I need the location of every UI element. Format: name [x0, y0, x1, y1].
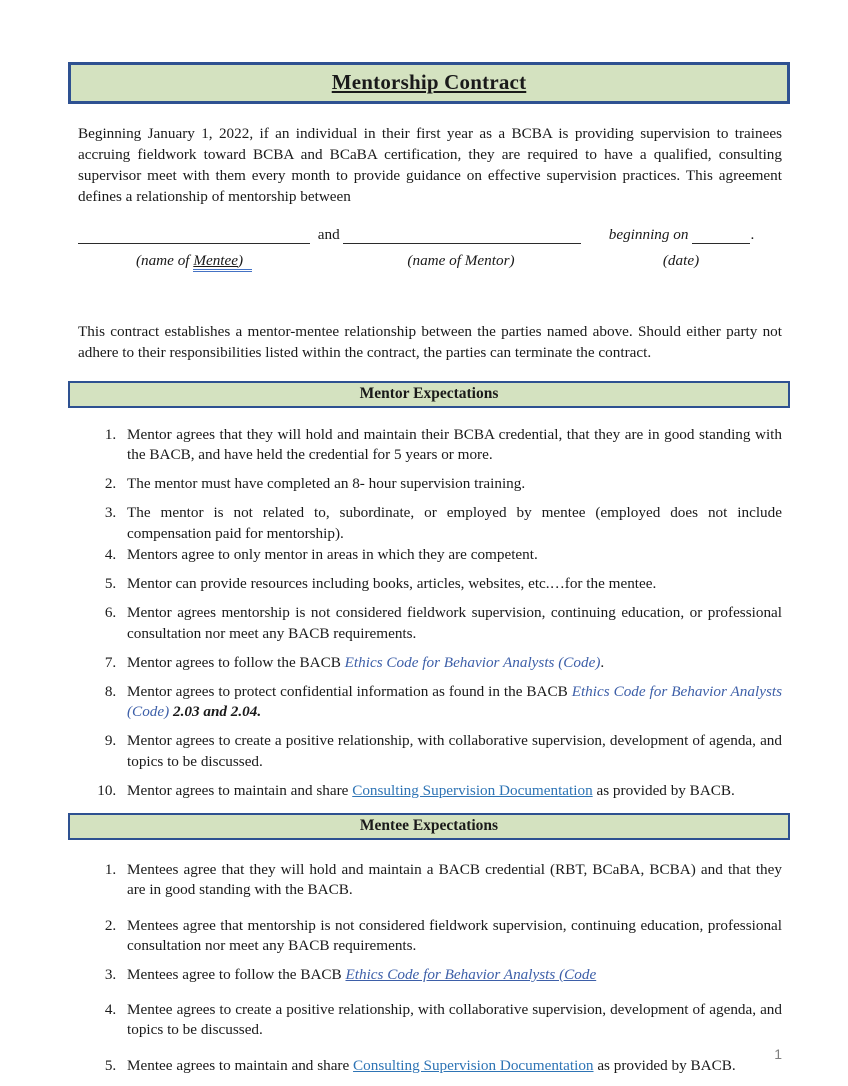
- mentee-name-label: (name of Mentee): [78, 252, 310, 270]
- list-item: 7. Mentor agrees to follow the BACB Ethics Code for Behavior Analysts (Code).: [120, 653, 782, 673]
- ethics-code-link[interactable]: Ethics Code for Behavior Analysts (Code): [127, 683, 782, 721]
- page-number: 1: [774, 1046, 782, 1062]
- mentor-expectations-list: [78, 425, 782, 801]
- field-labels-row: [78, 252, 782, 270]
- list-item: 2. Mentees agree that mentorship is not considered fieldwork supervision, continuing education, professional consultation nor meet any BACB requirements.: [120, 916, 782, 956]
- consulting-supervision-documentation-link[interactable]: Consulting Supervision Documentation: [352, 781, 593, 799]
- mentor-expectations-banner: [68, 381, 790, 408]
- mentor-name-label: (name of Mentor): [407, 251, 515, 269]
- list-item: 8. Mentor agrees to protect confidential information as found in the BACB Ethics Code for Behavior Analysts (Code) 2.03 and 2.04.: [120, 682, 782, 722]
- intro-paragraph: Beginning January 1, 2022, if an individual in their first year as a BCBA is providing supervision to trainees accruing fieldwork toward BCBA and BCaBA certification, they are required to have a qualified, consulting supervisor meet with them every month to provide guidance on effective supervision practices. This agreement defines a relationship of mentorship between: [78, 125, 782, 205]
- and-label: and: [314, 225, 340, 243]
- date-label: (date): [662, 251, 700, 269]
- mentee-expectations-banner: [68, 813, 790, 840]
- mentee-name-field[interactable]: [78, 226, 310, 244]
- consulting-supervision-documentation-link[interactable]: Consulting Supervision Documentation: [353, 1056, 594, 1074]
- fill-in-row: [78, 222, 782, 244]
- page-title: Mentorship Contract: [331, 70, 527, 94]
- list-item: 3. The mentor is not related to, subordinate, or employed by mentee (employed does not include compensation paid for mentorship).: [120, 503, 782, 543]
- grammar-check-underline: Mentee): [193, 252, 252, 272]
- list-item: 5. Mentee agrees to maintain and share Consulting Supervision Documentation as provided by BACB.: [120, 1056, 782, 1076]
- list-item: 5. Mentor can provide resources including books, articles, websites, etc.…for the mentee.: [120, 574, 782, 594]
- mentee-expectations-heading: Mentee Expectations: [359, 817, 499, 835]
- list-item: 4. Mentors agree to only mentor in areas in which they are competent.: [120, 545, 782, 565]
- date-field[interactable]: [692, 226, 750, 244]
- list-item: 2. The mentor must have completed an 8- hour supervision training.: [120, 474, 782, 494]
- mentee-expectations-list: [78, 860, 782, 1076]
- ethics-code-link[interactable]: Ethics Code for Behavior Analysts (Code): [344, 653, 601, 671]
- list-item: 10. Mentor agrees to maintain and share Consulting Supervision Documentation as provided by BACB.: [120, 781, 782, 801]
- list-item: 1. Mentor agrees that they will hold and maintain their BCBA credential, that they are in good standing with the BACB, and have held the credential for 5 years or more.: [120, 425, 782, 465]
- list-item: 4. Mentee agrees to create a positive relationship, with collaborative supervision, development of agenda, and topics to be discussed.: [120, 1000, 782, 1040]
- title-banner: [68, 62, 790, 104]
- list-item: 6. Mentor agrees mentorship is not considered fieldwork supervision, continuing education, or professional consultation nor meet any BACB requirements.: [120, 603, 782, 643]
- beginning-on-label: beginning on: [608, 225, 689, 243]
- mentor-expectations-heading: Mentor Expectations: [359, 384, 499, 402]
- sentence-period: .: [750, 225, 755, 243]
- list-item: 3. Mentees agree to follow the BACB Ethics Code for Behavior Analysts (Code: [120, 965, 782, 985]
- contract-paragraph: This contract establishes a mentor-mentee relationship between the parties named above. Should either party not adhere to their responsibilities listed within the contract, the parties can terminate the contract.: [78, 322, 782, 361]
- ethics-code-link[interactable]: Ethics Code for Behavior Analysts (Code: [345, 965, 597, 983]
- list-item: 9. Mentor agrees to create a positive relationship, with collaborative supervision, development of agenda, and topics to be discussed.: [120, 731, 782, 771]
- list-item: 1. Mentees agree that they will hold and maintain a BACB credential (RBT, BCaBA, BCBA) and that they are in good standing with the BACB.: [120, 860, 782, 900]
- mentor-name-field[interactable]: [343, 226, 581, 244]
